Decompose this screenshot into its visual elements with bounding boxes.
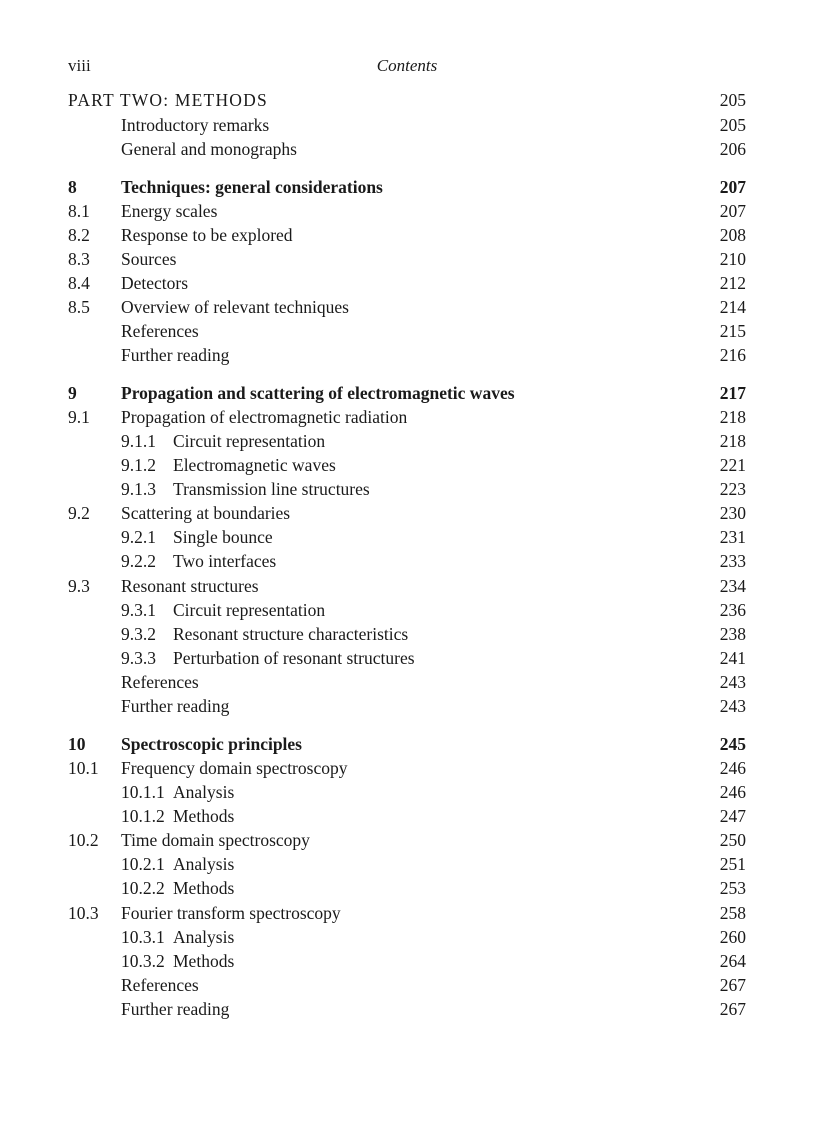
entry-title [121, 780, 234, 804]
entry-title [121, 852, 234, 876]
entry-page-number: 243 [719, 696, 746, 716]
entry-title: Techniques: general considerations [121, 177, 383, 197]
subsection-title: Circuit representation [173, 431, 326, 451]
subsection-title: Methods [173, 878, 235, 898]
subsection-title: Methods [173, 951, 235, 971]
toc-entry [68, 549, 746, 573]
toc-entry [68, 598, 746, 622]
entry-page-number: 250 [719, 830, 746, 850]
entry-page-number: 218 [719, 407, 746, 427]
subsection-title: Single bounce [173, 527, 273, 547]
entry-page-number: 264 [719, 951, 746, 971]
entry-number: 8.5 [68, 297, 90, 317]
entry-title: General and monographs [121, 139, 297, 159]
entry-page-number: 205 [719, 115, 746, 135]
toc-entry [68, 137, 746, 161]
toc-entry [68, 973, 746, 997]
entry-title [121, 622, 408, 646]
page-header [68, 56, 746, 78]
toc-entry [68, 453, 746, 477]
toc-entry [68, 756, 746, 780]
entry-title: Propagation and scattering of electromagnetic waves [121, 383, 515, 403]
subsection-number: 9.1.1 [121, 431, 156, 451]
entry-title: Response to be explored [121, 225, 293, 245]
entry-number: 10.2 [68, 830, 99, 850]
subsection-number: 9.2.2 [121, 551, 156, 571]
entry-page-number: 223 [719, 479, 746, 499]
subsection-number: 10.3.1 [121, 927, 165, 947]
entry-title: Overview of relevant techniques [121, 297, 349, 317]
entry-title: Time domain spectroscopy [121, 830, 310, 850]
subsection-title: Analysis [173, 854, 235, 874]
entry-title: Energy scales [121, 201, 218, 221]
subsection-number: 10.2.2 [121, 878, 165, 898]
entry-title [121, 549, 276, 573]
entry-page-number: 214 [719, 297, 746, 317]
toc-entry [68, 295, 746, 319]
toc-entry [68, 113, 746, 137]
entry-title [121, 949, 234, 973]
entry-page-number: 246 [719, 782, 746, 802]
entry-number: 9.3 [68, 576, 90, 596]
toc-entry [68, 199, 746, 223]
entry-page-number: 206 [719, 139, 746, 159]
entry-page-number: 267 [719, 975, 746, 995]
subsection-number: 10.2.1 [121, 854, 165, 874]
toc-entry [68, 828, 746, 852]
entry-title [121, 525, 273, 549]
entry-page-number: 216 [719, 345, 746, 365]
toc-entry [68, 429, 746, 453]
toc-part-heading [68, 88, 746, 112]
entry-page-number: 231 [719, 527, 746, 547]
subsection-title: Electromagnetic waves [173, 455, 336, 475]
subsection-title: Perturbation of resonant structures [173, 648, 415, 668]
entry-title: Further reading [121, 345, 230, 365]
toc-entry [68, 925, 746, 949]
entry-title [121, 925, 234, 949]
toc-entry [68, 247, 746, 271]
toc-entry [68, 804, 746, 828]
entry-number: 8 [68, 177, 77, 197]
entry-page-number: 245 [719, 734, 746, 754]
subsection-title: Resonant structure characteristics [173, 624, 409, 644]
entry-title: Spectroscopic principles [121, 734, 302, 754]
entry-page-number: 247 [719, 806, 746, 826]
entry-number: 9 [68, 383, 77, 403]
subsection-number: 9.1.2 [121, 455, 156, 475]
toc-entry [68, 501, 746, 525]
entry-page-number: 230 [719, 503, 746, 523]
toc-entry [68, 901, 746, 925]
subsection-title: Circuit representation [173, 600, 326, 620]
entry-number: 10 [68, 734, 86, 754]
entry-number: 8.1 [68, 201, 90, 221]
entry-title: Propagation of electromagnetic radiation [121, 407, 408, 427]
entry-page-number: 215 [719, 321, 746, 341]
toc-entry [68, 319, 746, 343]
entry-title: Further reading [121, 696, 230, 716]
entry-title: Scattering at boundaries [121, 503, 291, 523]
entry-page-number: 207 [719, 201, 746, 221]
entry-number: 9.1 [68, 407, 90, 427]
entry-page-number: 210 [719, 249, 746, 269]
entry-page-number: 251 [719, 854, 746, 874]
entry-number: 8.3 [68, 249, 90, 269]
page-folio: viii [68, 56, 91, 75]
entry-number: 9.2 [68, 503, 90, 523]
entry-number: 10.3 [68, 903, 99, 923]
toc-entry [68, 670, 746, 694]
subsection-number: 9.3.2 [121, 624, 156, 644]
subsection-title: Analysis [173, 782, 235, 802]
toc-entry [68, 646, 746, 670]
entry-page-number: 253 [719, 878, 746, 898]
subsection-title: Analysis [173, 927, 235, 947]
entry-title: PART TWO: METHODS [68, 90, 268, 110]
entry-page-number: 205 [719, 90, 746, 110]
subsection-number: 10.1.2 [121, 806, 165, 826]
entry-title: Fourier transform spectroscopy [121, 903, 341, 923]
running-title: Contents [376, 56, 438, 75]
subsection-title: Methods [173, 806, 235, 826]
toc-chapter-entry [68, 175, 746, 199]
entry-title: References [121, 321, 199, 341]
entry-page-number: 207 [719, 177, 746, 197]
entry-page-number: 234 [719, 576, 746, 596]
entry-page-number: 236 [719, 600, 746, 620]
entry-title: Frequency domain spectroscopy [121, 758, 348, 778]
entry-page-number: 243 [719, 672, 746, 692]
subsection-title: Two interfaces [173, 551, 277, 571]
entry-title: Introductory remarks [121, 115, 270, 135]
entry-page-number: 233 [719, 551, 746, 571]
toc-entry [68, 574, 746, 598]
entry-page-number: 212 [719, 273, 746, 293]
entry-title [121, 453, 336, 477]
entry-page-number: 241 [719, 648, 746, 668]
entry-page-number: 218 [719, 431, 746, 451]
toc-entry [68, 694, 746, 718]
toc-entry [68, 622, 746, 646]
entry-number: 8.2 [68, 225, 90, 245]
entry-page-number: 246 [719, 758, 746, 778]
entry-title [121, 804, 234, 828]
toc-chapter-entry [68, 732, 746, 756]
toc-entry [68, 852, 746, 876]
entry-page-number: 258 [719, 903, 746, 923]
toc-entry [68, 876, 746, 900]
entry-title: Sources [121, 249, 177, 269]
entry-page-number: 208 [719, 225, 746, 245]
toc-entry [68, 343, 746, 367]
entry-title [121, 429, 325, 453]
entry-page-number: 221 [719, 455, 746, 475]
subsection-number: 9.3.1 [121, 600, 156, 620]
subsection-number: 9.2.1 [121, 527, 156, 547]
entry-title: Resonant structures [121, 576, 259, 596]
subsection-number: 9.1.3 [121, 479, 156, 499]
subsection-title: Transmission line structures [173, 479, 370, 499]
subsection-number: 10.1.1 [121, 782, 165, 802]
toc-entry [68, 223, 746, 247]
entry-title [121, 477, 370, 501]
entry-title: Detectors [121, 273, 189, 293]
entry-title: References [121, 672, 199, 692]
toc-entry [68, 477, 746, 501]
entry-page-number: 260 [719, 927, 746, 947]
toc-entry [68, 997, 746, 1021]
toc-entry [68, 780, 746, 804]
toc-chapter-entry [68, 381, 746, 405]
entry-title [121, 876, 234, 900]
entry-title [121, 598, 325, 622]
entry-page-number: 217 [719, 383, 746, 403]
toc-entry [68, 525, 746, 549]
entry-page-number: 267 [719, 999, 746, 1019]
subsection-number: 9.3.3 [121, 648, 156, 668]
subsection-number: 10.3.2 [121, 951, 165, 971]
entry-page-number: 238 [719, 624, 746, 644]
entry-title [121, 646, 415, 670]
toc-entry [68, 405, 746, 429]
entry-title: References [121, 975, 199, 995]
toc-entry [68, 271, 746, 295]
entry-number: 8.4 [68, 273, 90, 293]
entry-title: Further reading [121, 999, 230, 1019]
toc-entry [68, 949, 746, 973]
entry-number: 10.1 [68, 758, 99, 778]
